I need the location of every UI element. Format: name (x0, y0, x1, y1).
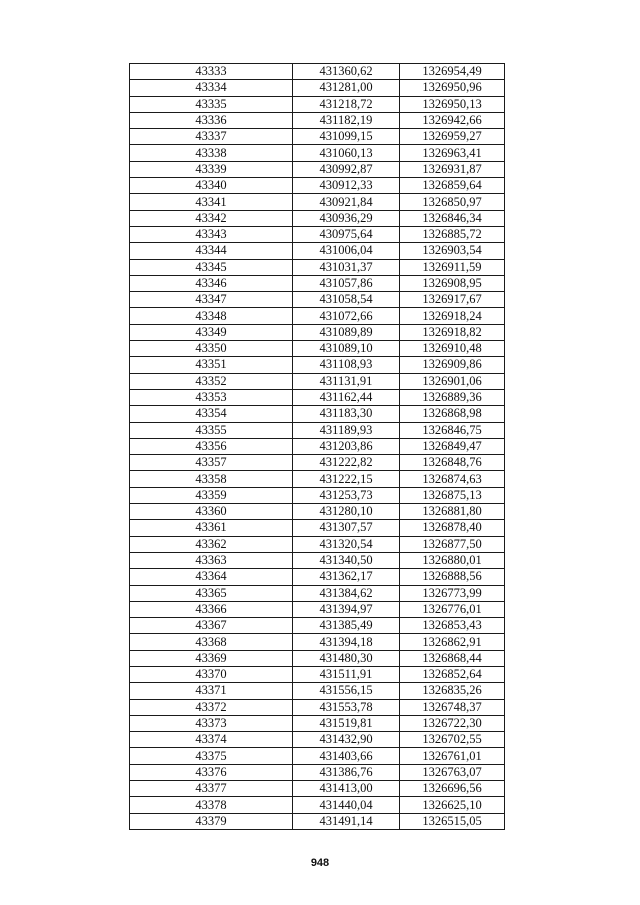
table-row (130, 471, 505, 487)
point-number-cell: 43354 (130, 406, 293, 422)
point-number-cell: 43364 (130, 569, 293, 585)
y-coordinate-cell: 1326881,80 (400, 504, 505, 520)
table-row (130, 112, 505, 128)
table-row (130, 699, 505, 715)
y-coordinate-cell: 1326515,05 (400, 813, 505, 829)
table-row (130, 781, 505, 797)
point-number-cell: 43376 (130, 764, 293, 780)
table-row (130, 715, 505, 731)
y-coordinate-cell: 1326908,95 (400, 275, 505, 291)
table-row (130, 422, 505, 438)
y-coordinate-cell: 1326852,64 (400, 666, 505, 682)
table-row (130, 275, 505, 291)
table-row (130, 389, 505, 405)
y-coordinate-cell: 1326950,96 (400, 80, 505, 96)
x-coordinate-cell: 431089,10 (293, 341, 400, 357)
table-row (130, 813, 505, 829)
x-coordinate-cell: 431131,91 (293, 373, 400, 389)
y-coordinate-cell: 1326868,44 (400, 650, 505, 666)
x-coordinate-cell: 431553,78 (293, 699, 400, 715)
x-coordinate-cell: 431413,00 (293, 781, 400, 797)
point-number-cell: 43369 (130, 650, 293, 666)
table-row (130, 194, 505, 210)
y-coordinate-cell: 1326763,07 (400, 764, 505, 780)
point-number-cell: 43345 (130, 259, 293, 275)
x-coordinate-cell: 431307,57 (293, 520, 400, 536)
x-coordinate-cell: 431099,15 (293, 129, 400, 145)
point-number-cell: 43372 (130, 699, 293, 715)
table-row (130, 210, 505, 226)
y-coordinate-cell: 1326917,67 (400, 292, 505, 308)
point-number-cell: 43336 (130, 112, 293, 128)
x-coordinate-cell: 431072,66 (293, 308, 400, 324)
x-coordinate-cell: 431386,76 (293, 764, 400, 780)
table-row (130, 487, 505, 503)
y-coordinate-cell: 1326875,13 (400, 487, 505, 503)
table-row (130, 455, 505, 471)
x-coordinate-cell: 431280,10 (293, 504, 400, 520)
x-coordinate-cell: 430975,64 (293, 226, 400, 242)
x-coordinate-cell: 431519,81 (293, 715, 400, 731)
x-coordinate-cell: 430936,29 (293, 210, 400, 226)
table-row (130, 683, 505, 699)
table-row (130, 634, 505, 650)
y-coordinate-cell: 1326625,10 (400, 797, 505, 813)
y-coordinate-cell: 1326931,87 (400, 161, 505, 177)
y-coordinate-cell: 1326880,01 (400, 552, 505, 568)
y-coordinate-cell: 1326950,13 (400, 96, 505, 112)
table-row (130, 341, 505, 357)
point-number-cell: 43368 (130, 634, 293, 650)
table-row (130, 797, 505, 813)
table-row (130, 243, 505, 259)
y-coordinate-cell: 1326846,75 (400, 422, 505, 438)
x-coordinate-cell: 431189,93 (293, 422, 400, 438)
table-row (130, 292, 505, 308)
x-coordinate-cell: 431362,17 (293, 569, 400, 585)
point-number-cell: 43359 (130, 487, 293, 503)
y-coordinate-cell: 1326888,56 (400, 569, 505, 585)
point-number-cell: 43379 (130, 813, 293, 829)
y-coordinate-cell: 1326748,37 (400, 699, 505, 715)
x-coordinate-cell: 431253,73 (293, 487, 400, 503)
y-coordinate-cell: 1326853,43 (400, 618, 505, 634)
x-coordinate-cell: 431384,62 (293, 585, 400, 601)
y-coordinate-cell: 1326862,91 (400, 634, 505, 650)
table-row (130, 504, 505, 520)
y-coordinate-cell: 1326696,56 (400, 781, 505, 797)
point-number-cell: 43361 (130, 520, 293, 536)
point-number-cell: 43356 (130, 438, 293, 454)
coordinates-table-body (130, 64, 505, 830)
table-row (130, 438, 505, 454)
table-row (130, 357, 505, 373)
table-row (130, 324, 505, 340)
point-number-cell: 43366 (130, 601, 293, 617)
x-coordinate-cell: 431006,04 (293, 243, 400, 259)
table-row (130, 536, 505, 552)
x-coordinate-cell: 431203,86 (293, 438, 400, 454)
page-number: 948 (310, 857, 330, 869)
x-coordinate-cell: 431281,00 (293, 80, 400, 96)
coordinates-table (129, 63, 505, 830)
x-coordinate-cell: 431320,54 (293, 536, 400, 552)
table-row (130, 650, 505, 666)
x-coordinate-cell: 431108,93 (293, 357, 400, 373)
x-coordinate-cell: 431162,44 (293, 389, 400, 405)
table-row (130, 80, 505, 96)
x-coordinate-cell: 431060,13 (293, 145, 400, 161)
x-coordinate-cell: 431394,97 (293, 601, 400, 617)
point-number-cell: 43339 (130, 161, 293, 177)
table-row (130, 259, 505, 275)
table-row (130, 666, 505, 682)
y-coordinate-cell: 1326901,06 (400, 373, 505, 389)
point-number-cell: 43342 (130, 210, 293, 226)
point-number-cell: 43377 (130, 781, 293, 797)
point-number-cell: 43344 (130, 243, 293, 259)
table-row (130, 601, 505, 617)
y-coordinate-cell: 1326776,01 (400, 601, 505, 617)
x-coordinate-cell: 431222,82 (293, 455, 400, 471)
point-number-cell: 43338 (130, 145, 293, 161)
y-coordinate-cell: 1326909,86 (400, 357, 505, 373)
x-coordinate-cell: 431218,72 (293, 96, 400, 112)
point-number-cell: 43367 (130, 618, 293, 634)
x-coordinate-cell: 431031,37 (293, 259, 400, 275)
x-coordinate-cell: 431058,54 (293, 292, 400, 308)
table-row (130, 618, 505, 634)
x-coordinate-cell: 431340,50 (293, 552, 400, 568)
point-number-cell: 43341 (130, 194, 293, 210)
point-number-cell: 43375 (130, 748, 293, 764)
point-number-cell: 43349 (130, 324, 293, 340)
x-coordinate-cell: 431432,90 (293, 732, 400, 748)
table-row (130, 520, 505, 536)
point-number-cell: 43357 (130, 455, 293, 471)
table-row (130, 226, 505, 242)
table-row (130, 178, 505, 194)
point-number-cell: 43353 (130, 389, 293, 405)
point-number-cell: 43335 (130, 96, 293, 112)
x-coordinate-cell: 431480,30 (293, 650, 400, 666)
y-coordinate-cell: 1326722,30 (400, 715, 505, 731)
table-row (130, 732, 505, 748)
x-coordinate-cell: 430992,87 (293, 161, 400, 177)
table-row (130, 748, 505, 764)
x-coordinate-cell: 431556,15 (293, 683, 400, 699)
table-row (130, 96, 505, 112)
y-coordinate-cell: 1326773,99 (400, 585, 505, 601)
y-coordinate-cell: 1326848,76 (400, 455, 505, 471)
point-number-cell: 43373 (130, 715, 293, 731)
y-coordinate-cell: 1326846,34 (400, 210, 505, 226)
x-coordinate-cell: 431511,91 (293, 666, 400, 682)
table-row (130, 764, 505, 780)
x-coordinate-cell: 431440,04 (293, 797, 400, 813)
point-number-cell: 43374 (130, 732, 293, 748)
table-row (130, 552, 505, 568)
table-row (130, 569, 505, 585)
x-coordinate-cell: 431182,19 (293, 112, 400, 128)
point-number-cell: 43371 (130, 683, 293, 699)
y-coordinate-cell: 1326878,40 (400, 520, 505, 536)
y-coordinate-cell: 1326954,49 (400, 64, 505, 80)
point-number-cell: 43350 (130, 341, 293, 357)
table-row (130, 585, 505, 601)
point-number-cell: 43355 (130, 422, 293, 438)
y-coordinate-cell: 1326889,36 (400, 389, 505, 405)
point-number-cell: 43358 (130, 471, 293, 487)
y-coordinate-cell: 1326761,01 (400, 748, 505, 764)
point-number-cell: 43351 (130, 357, 293, 373)
point-number-cell: 43333 (130, 64, 293, 80)
point-number-cell: 43360 (130, 504, 293, 520)
y-coordinate-cell: 1326835,26 (400, 683, 505, 699)
y-coordinate-cell: 1326885,72 (400, 226, 505, 242)
x-coordinate-cell: 431385,49 (293, 618, 400, 634)
y-coordinate-cell: 1326918,82 (400, 324, 505, 340)
point-number-cell: 43365 (130, 585, 293, 601)
y-coordinate-cell: 1326918,24 (400, 308, 505, 324)
point-number-cell: 43340 (130, 178, 293, 194)
x-coordinate-cell: 431403,66 (293, 748, 400, 764)
x-coordinate-cell: 431360,62 (293, 64, 400, 80)
point-number-cell: 43362 (130, 536, 293, 552)
y-coordinate-cell: 1326963,41 (400, 145, 505, 161)
y-coordinate-cell: 1326874,63 (400, 471, 505, 487)
x-coordinate-cell: 431057,86 (293, 275, 400, 291)
point-number-cell: 43337 (130, 129, 293, 145)
point-number-cell: 43352 (130, 373, 293, 389)
y-coordinate-cell: 1326859,64 (400, 178, 505, 194)
table-row (130, 406, 505, 422)
x-coordinate-cell: 431183,30 (293, 406, 400, 422)
point-number-cell: 43378 (130, 797, 293, 813)
y-coordinate-cell: 1326849,47 (400, 438, 505, 454)
x-coordinate-cell: 431491,14 (293, 813, 400, 829)
x-coordinate-cell: 430912,33 (293, 178, 400, 194)
y-coordinate-cell: 1326910,48 (400, 341, 505, 357)
x-coordinate-cell: 431394,18 (293, 634, 400, 650)
table-row (130, 161, 505, 177)
y-coordinate-cell: 1326942,66 (400, 112, 505, 128)
y-coordinate-cell: 1326702,55 (400, 732, 505, 748)
table-row (130, 129, 505, 145)
table-row (130, 145, 505, 161)
y-coordinate-cell: 1326959,27 (400, 129, 505, 145)
y-coordinate-cell: 1326850,97 (400, 194, 505, 210)
y-coordinate-cell: 1326911,59 (400, 259, 505, 275)
point-number-cell: 43347 (130, 292, 293, 308)
table-row (130, 373, 505, 389)
point-number-cell: 43346 (130, 275, 293, 291)
point-number-cell: 43363 (130, 552, 293, 568)
y-coordinate-cell: 1326903,54 (400, 243, 505, 259)
table-row (130, 308, 505, 324)
x-coordinate-cell: 431089,89 (293, 324, 400, 340)
point-number-cell: 43370 (130, 666, 293, 682)
point-number-cell: 43343 (130, 226, 293, 242)
table-row (130, 64, 505, 80)
x-coordinate-cell: 431222,15 (293, 471, 400, 487)
point-number-cell: 43334 (130, 80, 293, 96)
y-coordinate-cell: 1326877,50 (400, 536, 505, 552)
point-number-cell: 43348 (130, 308, 293, 324)
x-coordinate-cell: 430921,84 (293, 194, 400, 210)
y-coordinate-cell: 1326868,98 (400, 406, 505, 422)
